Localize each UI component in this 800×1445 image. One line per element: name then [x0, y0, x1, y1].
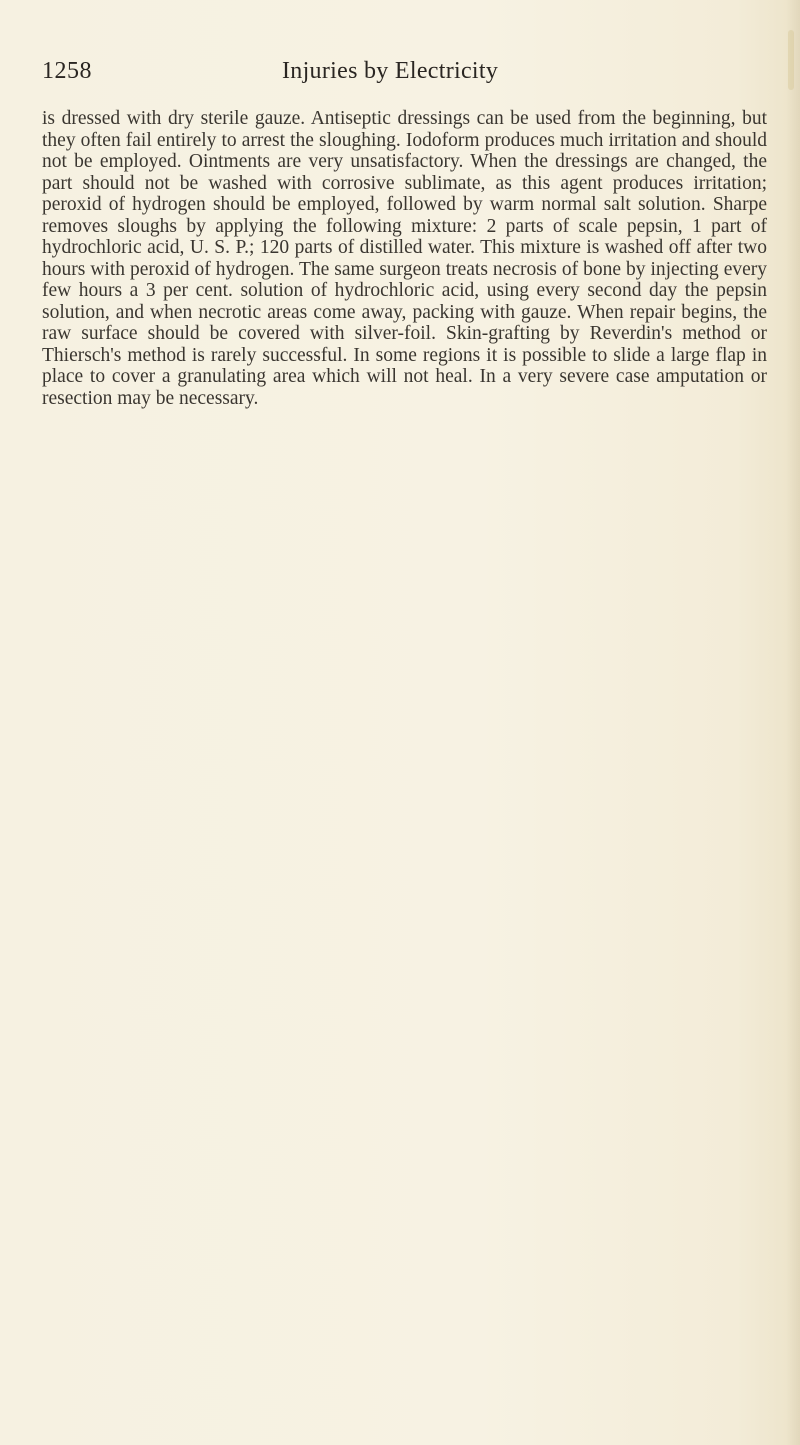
page-edge-shadow [786, 0, 800, 1445]
running-head [42, 58, 762, 92]
page-title: Injuries by Electricity [282, 58, 499, 84]
page-number: 1258 [42, 58, 92, 84]
paper-stain [788, 30, 794, 90]
paragraph: is dressed with dry sterile gauze. Antiseptic dressings can be used from the beginning, but they often fail entirely to arrest the sloughing. Iodoform produces much irritation and should not be employed. Ointments are very unsatisfactory. When the dressings are changed, the part should not be washed with corrosive sublimate, as this agent produces irritation; peroxid of hydrogen should be employed, followed by warm normal salt solution. Sharpe removes sloughs by applying the following mixture: 2 parts of scale pepsin, 1 part of hydrochloric acid, U. S. P.; 120 parts of distilled water. This mixture is washed off after two hours with peroxid of hydrogen. The same surgeon treats necrosis of bone by injecting every few hours a 3 per cent. solution of hydrochloric acid, using every second day the pepsin solution, and when necrotic areas come away, packing with gauze. When repair begins, the raw surface should be covered with silver-foil. Skin-grafting by Reverdin's method or Thiersch's method is rarely successful. In some regions it is possible to slide a large flap in place to cover a granulating area which will not heal. In a very severe case amputation or resection may be necessary. [42, 108, 767, 409]
body-text [42, 108, 767, 409]
